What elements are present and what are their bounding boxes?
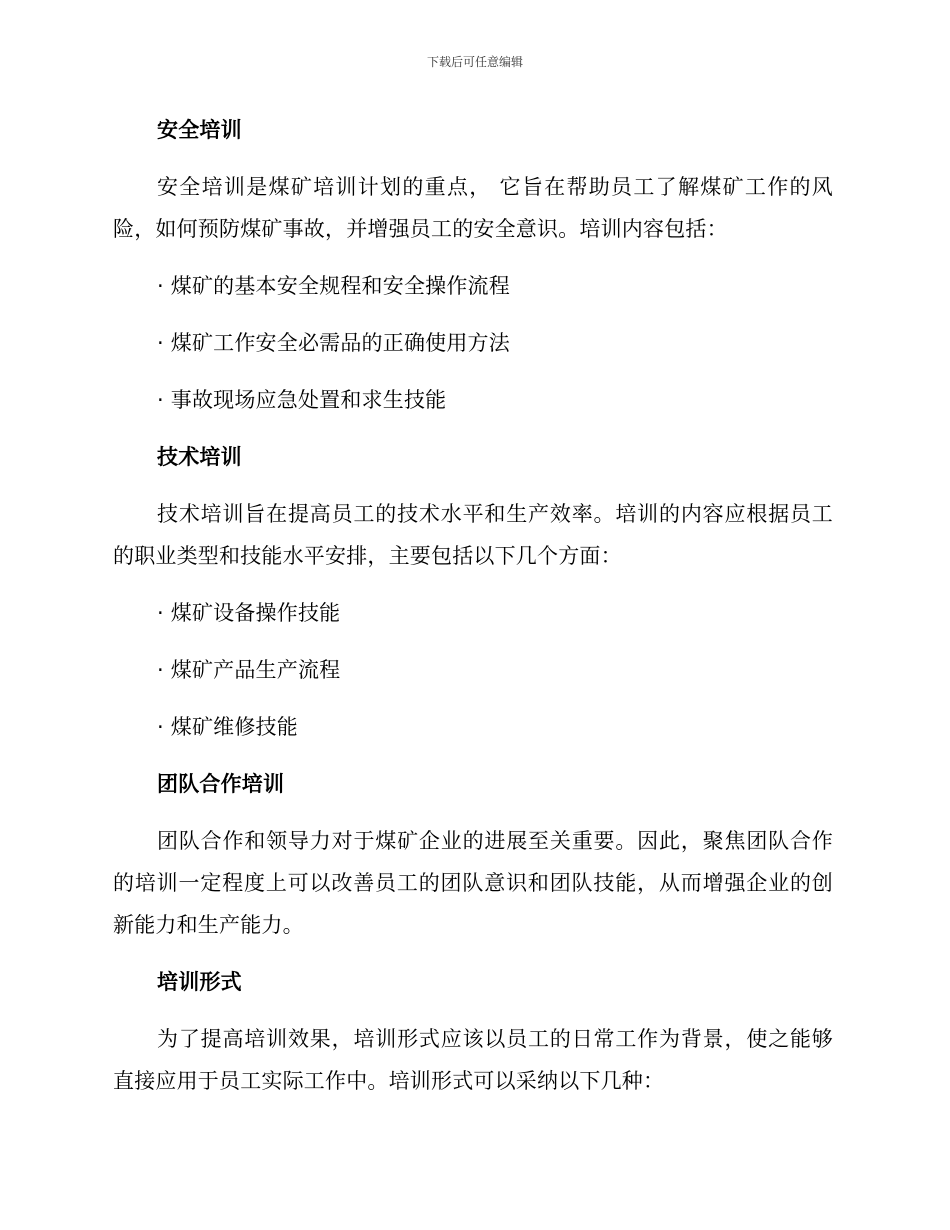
section-heading-technical-training: 技术培训 bbox=[157, 445, 242, 469]
bullet-item: · 煤矿产品生产流程 bbox=[157, 658, 341, 682]
section-paragraph-training-format: 为了提高培训效果，培训形式应该以员工的日常工作为背景，使之能够直接应用于员工实际工作中。培训形式可以采纳以下几种： bbox=[113, 1027, 833, 1093]
section-heading-training-format: 培训形式 bbox=[157, 970, 242, 994]
section-paragraph-teamwork-training: 团队合作和领导力对于煤矿企业的进展至关重要。因此，聚焦团队合作的培训一定程度上可以改善员工的团队意识和团队技能，从而增强企业的创新能力和生产能力。 bbox=[113, 829, 833, 937]
bullet-item: · 煤矿工作安全必需品的正确使用方法 bbox=[157, 331, 510, 355]
section-paragraph-safety-training: 安全培训是煤矿培训计划的重点， 它旨在帮助员工了解煤矿工作的风险，如何预防煤矿事故，并增强员工的安全意识。培训内容包括： bbox=[113, 175, 833, 241]
bullet-item: · 事故现场应急处置和求生技能 bbox=[157, 388, 447, 412]
bullet-item: · 煤矿设备操作技能 bbox=[157, 601, 341, 625]
section-heading-teamwork-training: 团队合作培训 bbox=[157, 772, 285, 796]
page-header-note: 下载后可任意编辑 bbox=[426, 55, 523, 69]
section-heading-safety-training: 安全培训 bbox=[157, 118, 242, 142]
section-paragraph-technical-training: 技术培训旨在提高员工的技术水平和生产效率。培训的内容应根据员工的职业类型和技能水平安排，主要包括以下几个方面： bbox=[113, 502, 833, 568]
document-body bbox=[113, 109, 833, 1117]
bullet-item: · 煤矿维修技能 bbox=[157, 715, 298, 739]
bullet-item: · 煤矿的基本安全规程和安全操作流程 bbox=[157, 274, 510, 298]
